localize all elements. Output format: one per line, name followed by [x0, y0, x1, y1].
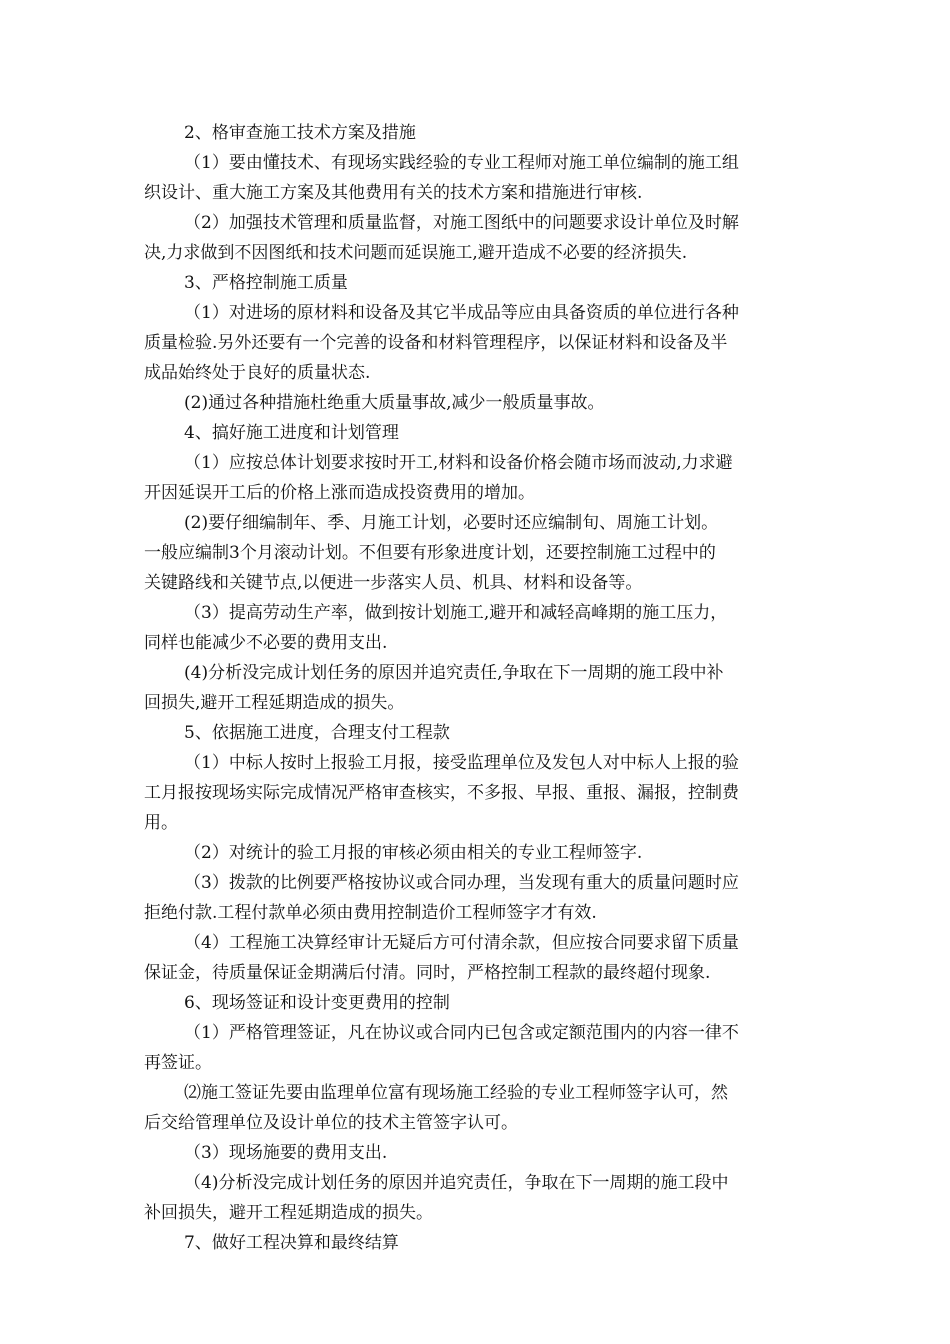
- paragraph-line: 补回损失，避开工程延期造成的损失。: [144, 1203, 433, 1223]
- paragraph-line: （1）要由懂技术、有现场实践经验的专业工程师对施工单位编制的施工组: [184, 153, 739, 173]
- paragraph-line: 拒绝付款.工程付款单必须由费用控制造价工程师签字才有效.: [144, 903, 597, 923]
- paragraph-line: 再签证。: [144, 1053, 212, 1073]
- heading-7: 7、做好工程决算和最终结算: [184, 1233, 399, 1253]
- paragraph-line: 决,力求做到不因图纸和技术问题而延误施工,避开造成不必要的经济损失.: [144, 243, 688, 263]
- paragraph-line: 质量检验.另外还要有一个完善的设备和材料管理程序，以保证材料和设备及半: [144, 333, 728, 353]
- paragraph-line: (2)通过各种措施杜绝重大质量事故,减少一般质量事故。: [184, 393, 605, 413]
- paragraph-line: 成品始终处于良好的质量状态.: [144, 363, 371, 383]
- paragraph-line: （3）现场施要的费用支出.: [184, 1143, 388, 1163]
- paragraph-line: （1）严格管理签证，凡在协议或合同内已包含或定额范围内的内容一律不: [184, 1023, 739, 1043]
- heading-5: 5、依据施工进度，合理支付工程款: [184, 723, 450, 743]
- paragraph-line: （1）对进场的原材料和设备及其它半成品等应由具备资质的单位进行各种: [184, 303, 739, 323]
- paragraph-line: （3）拨款的比例要严格按协议或合同办理，当发现有重大的质量问题时应: [184, 873, 739, 893]
- paragraph-line: 关键路线和关键节点,以便进一步落实人员、机具、材料和设备等。: [144, 573, 643, 593]
- paragraph-line: （4）工程施工决算经审计无疑后方可付清余款，但应按合同要求留下质量: [184, 933, 739, 953]
- paragraph-line: (4)分析没完成计划任务的原因并追究责任,争取在下一周期的施工段中补: [184, 663, 724, 683]
- paragraph-line: （2）对统计的验工月报的审核必须由相关的专业工程师签字.: [184, 843, 643, 863]
- heading-6: 6、现场签证和设计变更费用的控制: [184, 993, 450, 1013]
- paragraph-line: （2）加强技术管理和质量监督，对施工图纸中的问题要求设计单位及时解: [184, 213, 739, 233]
- heading-2: 2、格审查施工技术方案及措施: [184, 123, 416, 143]
- paragraph-line: （4)分析没完成计划任务的原因并追究责任，争取在下一周期的施工段中: [184, 1173, 729, 1193]
- paragraph-line: 后交给管理单位及设计单位的技术主管签字认可。: [144, 1113, 518, 1133]
- paragraph-line: （1）应按总体计划要求按时开工,材料和设备价格会随市场而波动,力求避: [184, 453, 733, 473]
- paragraph-line: 织设计、重大施工方案及其他费用有关的技术方案和措施进行审核.: [144, 183, 643, 203]
- paragraph-line: ⑵施工签证先要由监理单位富有现场施工经验的专业工程师签字认可，然: [184, 1083, 728, 1103]
- paragraph-line: 回损失,避开工程延期造成的损失。: [144, 693, 405, 713]
- paragraph-line: 一般应编制3个月滚动计划。不但要有形象进度计划，还要控制施工过程中的: [144, 543, 716, 563]
- paragraph-line: 同样也能减少不必要的费用支出.: [144, 633, 388, 653]
- heading-4: 4、搞好施工进度和计划管理: [184, 423, 399, 443]
- paragraph-line: (2)要仔细编制年、季、月施工计划，必要时还应编制旬、周施工计划。: [184, 513, 719, 533]
- paragraph-line: 开因延误开工后的价格上涨而造成投资费用的增加。: [144, 483, 535, 503]
- paragraph-line: 用。: [144, 813, 178, 833]
- paragraph-line: （3）提高劳动生产率，做到按计划施工,避开和减轻高峰期的施工压力，: [184, 603, 728, 623]
- heading-3: 3、严格控制施工质量: [184, 273, 348, 293]
- paragraph-line: 工月报按现场实际完成情况严格审查核实，不多报、早报、重报、漏报，控制费: [144, 783, 739, 803]
- paragraph-line: （1）中标人按时上报验工月报，接受监理单位及发包人对中标人上报的验: [184, 753, 739, 773]
- paragraph-line: 保证金，待质量保证金期满后付清。同时，严格控制工程款的最终超付现象.: [144, 963, 711, 983]
